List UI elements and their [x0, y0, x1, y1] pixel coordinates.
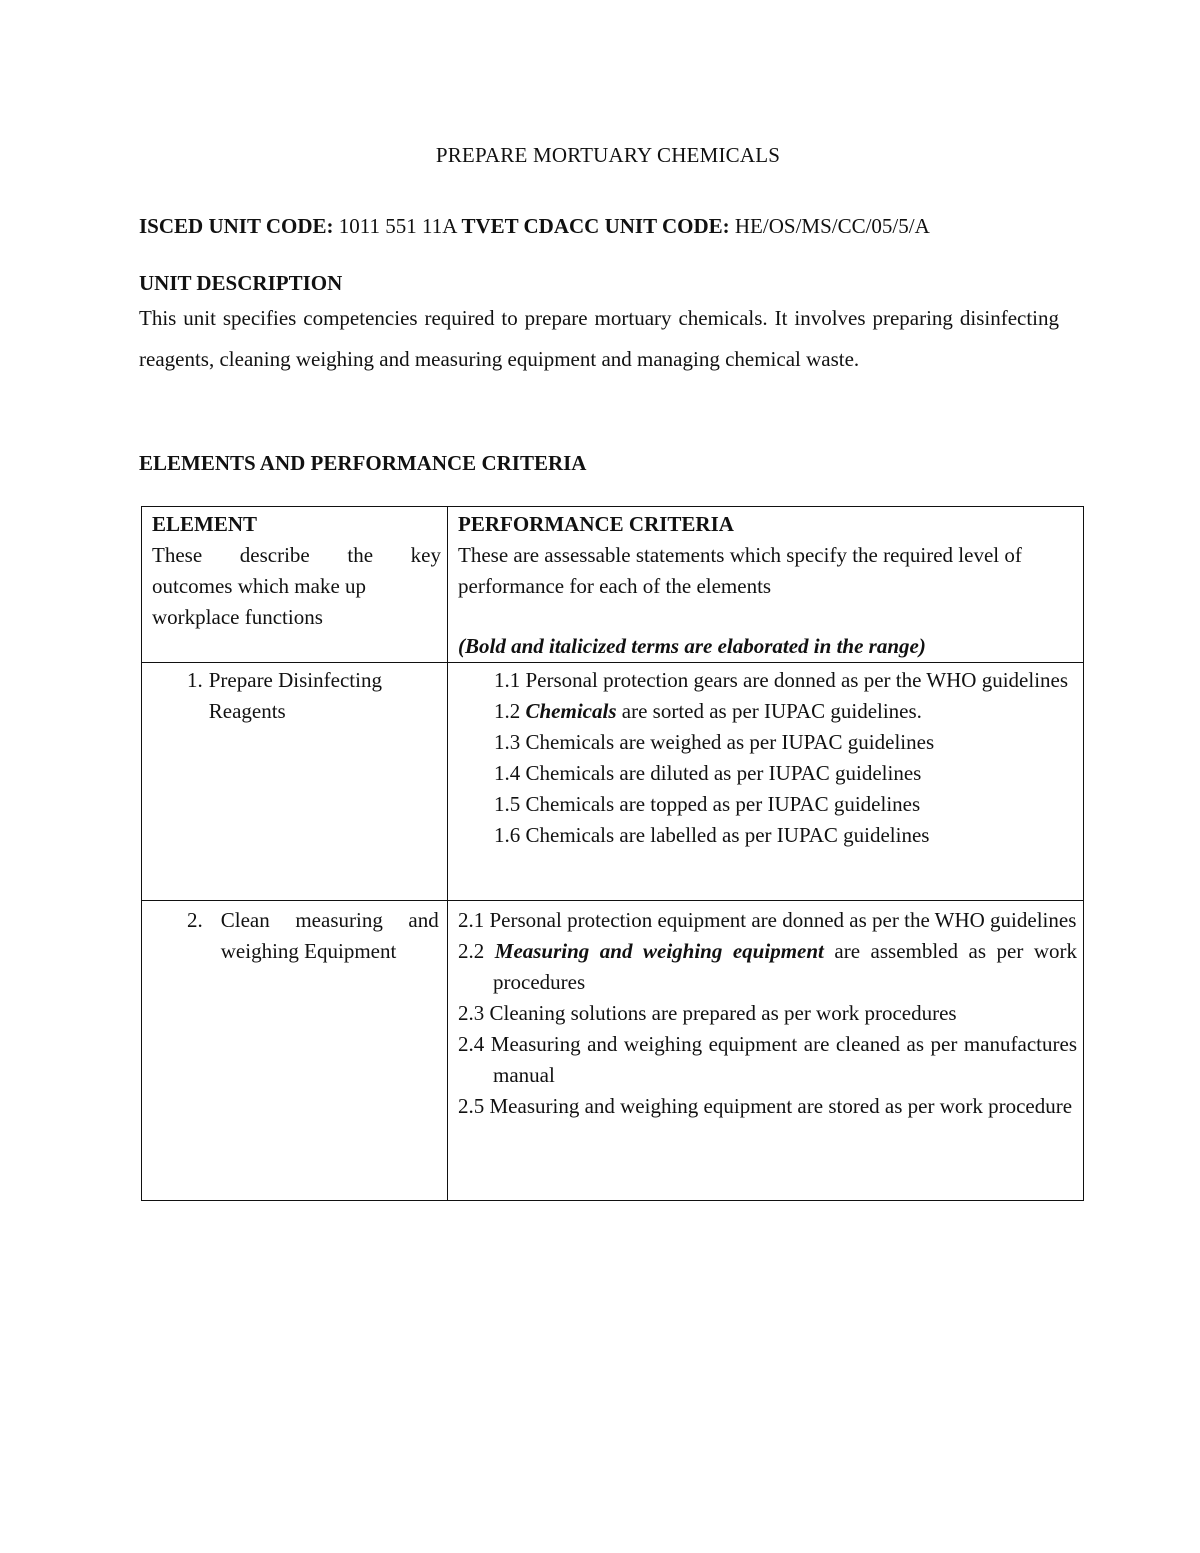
criterion-text: Measuring and weighing equipment are cleaned as per manufactures manual	[490, 1032, 1077, 1087]
element-label-line1: Clean measuring and	[220, 908, 439, 932]
criteria-list	[458, 905, 1077, 1122]
criteria-cell	[448, 901, 1084, 1201]
criterion-number: 2.3	[458, 1001, 485, 1025]
list-item	[494, 820, 1077, 851]
elements-heading: ELEMENTS AND PERFORMANCE CRITERIA	[139, 451, 587, 475]
criterion-text: are sorted as per IUPAC guidelines.	[616, 699, 922, 723]
criterion-text: Chemicals are labelled as per IUPAC guidelines	[525, 823, 930, 847]
isced-code-value: 1011 551 11A	[333, 214, 462, 238]
criteria-column-title: PERFORMANCE CRITERIA	[458, 512, 734, 536]
criterion-number: 1.3	[494, 730, 521, 754]
list-item	[494, 758, 1077, 789]
criterion-number: 1.2	[494, 699, 521, 723]
criterion-number: 1.4	[494, 761, 521, 785]
element-description-rest: outcomes which make up workplace functions	[152, 574, 367, 629]
tvet-code-label: TVET CDACC UNIT CODE:	[461, 214, 730, 238]
unit-codes	[139, 214, 930, 239]
criterion-text: Personal protection equipment are donned as per the WHO guidelines	[489, 908, 1077, 932]
range-note: (Bold and italicized terms are elaborated in the range)	[458, 634, 926, 658]
criterion-text: Chemicals are diluted as per IUPAC guidelines	[525, 761, 922, 785]
unit-description-text: This unit specifies competencies required to prepare mortuary chemicals. It involves preparing disinfecting reagents, cleaning weighing and measuring equipment and managing chemical waste.	[139, 306, 1059, 371]
element-label-line2: weighing Equipment	[220, 939, 397, 963]
element-description-line1: These describe the key	[152, 543, 441, 567]
element-item	[187, 665, 441, 727]
criterion-range-term: Chemicals	[525, 699, 617, 723]
criterion-number: 1.1	[494, 668, 521, 692]
list-item	[494, 727, 1077, 758]
element-label	[221, 905, 439, 967]
criterion-text: Personal protection gears are donned as per the WHO guidelines	[525, 668, 1069, 692]
criteria-cell	[448, 663, 1084, 901]
table-row	[142, 901, 1084, 1201]
elements-criteria-table	[141, 506, 1084, 1201]
list-item	[458, 905, 1077, 936]
criterion-number: 2.5	[458, 1094, 485, 1118]
criteria-description: These are assessable statements which specify the required level of performance for each of the elements	[458, 543, 1022, 598]
element-header-cell	[142, 507, 448, 663]
criteria-header-cell	[448, 507, 1084, 663]
table-row	[142, 663, 1084, 901]
element-cell	[142, 663, 448, 901]
list-item	[494, 789, 1077, 820]
criterion-number: 1.5	[494, 792, 521, 816]
list-item	[458, 998, 1077, 1029]
criterion-text: Cleaning solutions are prepared as per work procedures	[489, 1001, 957, 1025]
criterion-text: are assembled as per work procedures	[493, 939, 1078, 994]
tvet-code-value: HE/OS/MS/CC/05/5/A	[729, 214, 930, 238]
list-item	[458, 1029, 1077, 1091]
isced-code-label: ISCED UNIT CODE:	[139, 214, 334, 238]
document-title: PREPARE MORTUARY CHEMICALS	[435, 143, 781, 167]
element-column-title: ELEMENT	[152, 512, 258, 536]
element-number: 1.	[187, 668, 203, 692]
criterion-text: Measuring and weighing equipment are stored as per work procedure	[489, 1094, 1073, 1118]
list-item	[458, 1091, 1077, 1122]
criterion-number: 1.6	[494, 823, 521, 847]
criterion-range-term: Measuring and weighing equipment	[494, 939, 824, 963]
element-cell	[142, 901, 448, 1201]
criterion-number: 2.2	[458, 939, 485, 963]
criterion-text: Chemicals are weighed as per IUPAC guidelines	[525, 730, 935, 754]
element-label	[209, 665, 409, 727]
element-item	[187, 905, 441, 967]
criterion-text: Chemicals are topped as per IUPAC guidelines	[525, 792, 921, 816]
list-item	[494, 696, 1077, 727]
table-header-row	[142, 507, 1084, 663]
criterion-number: 2.1	[458, 908, 485, 932]
element-label-text: Prepare Disinfecting Reagents	[208, 668, 382, 723]
unit-description-heading: UNIT DESCRIPTION	[139, 271, 343, 295]
element-number: 2.	[187, 908, 203, 932]
list-item	[458, 936, 1077, 998]
list-item	[494, 665, 1077, 696]
criterion-number: 2.4	[458, 1032, 485, 1056]
criteria-list	[458, 665, 1077, 851]
